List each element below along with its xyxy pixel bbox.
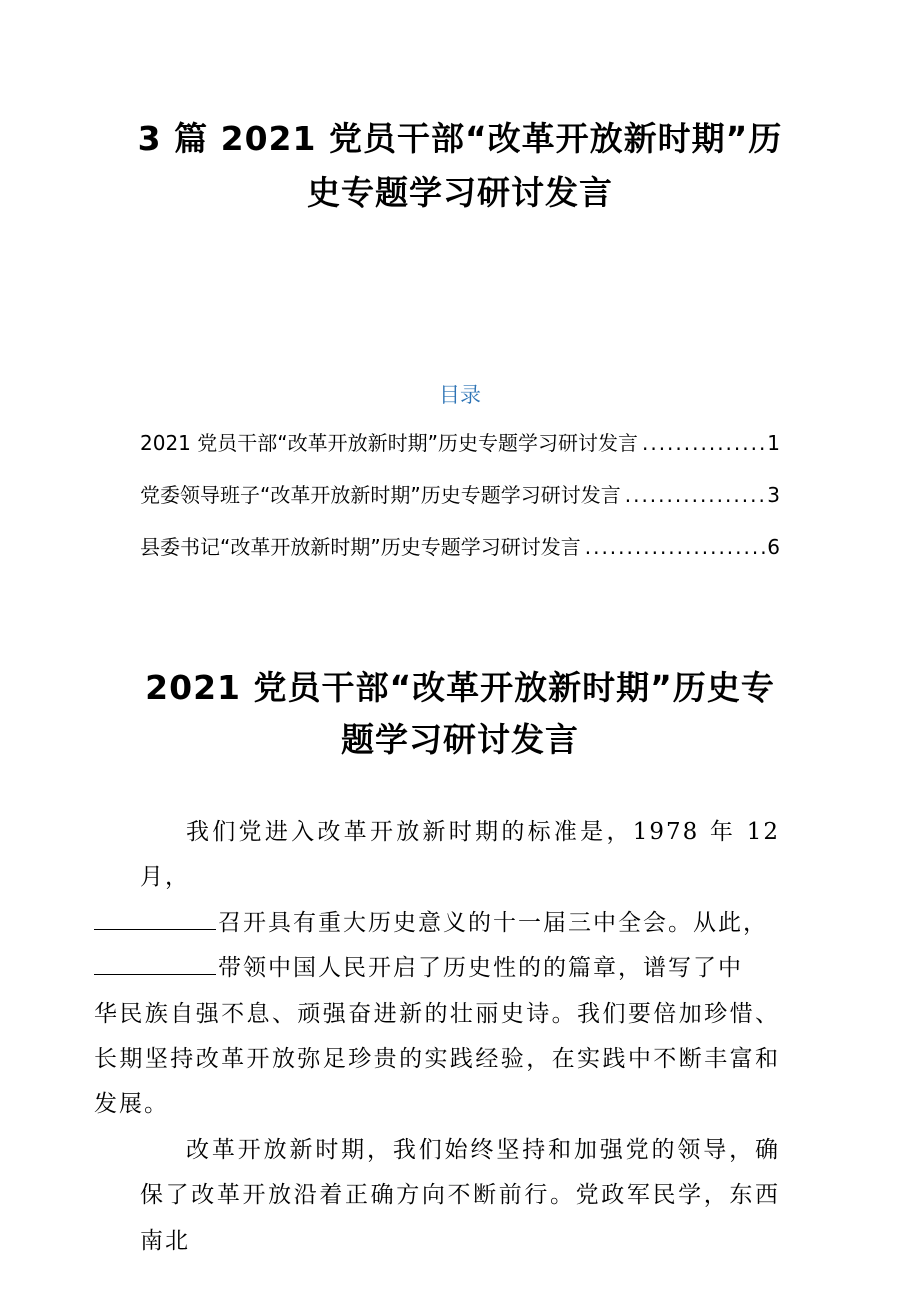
toc-entry-text: 2021 党员干部“改革开放新时期”历史专题学习研讨发言 xyxy=(140,431,638,455)
paragraph-1-line-2-text: 召开具有重大历史意义的十一届三中全会。从此， xyxy=(218,909,768,936)
table-of-contents xyxy=(140,425,780,581)
toc-leader-dots xyxy=(638,425,765,461)
toc-entry-3[interactable] xyxy=(140,529,780,565)
paragraph-2: 改革开放新时期，我们始终坚持和加强党的领导，确保了改革开放沿着正确方向不断前行。党政军民学，东西南北 xyxy=(140,1136,780,1254)
toc-leader-dots xyxy=(581,529,766,565)
paragraph-1-line-2 xyxy=(94,901,780,946)
toc-entry-page: 1 xyxy=(767,431,780,455)
paragraph-1-line-1: 我们党进入改革开放新时期的标准是，1978 年 12 月， xyxy=(140,819,780,891)
paragraph-1-line-3-text: 带领中国人民开启了历史性的的篇章，谱写了中 xyxy=(218,955,743,982)
toc-heading: 目录 xyxy=(439,383,481,407)
toc-entry-page: 6 xyxy=(767,535,780,559)
toc-leader-dots xyxy=(621,477,766,513)
section-title: 2021 党员干部“改革开放新时期”历史专题学习研讨发言 xyxy=(145,668,775,759)
fill-in-blank[interactable] xyxy=(94,952,216,975)
paragraph-1 xyxy=(94,810,780,1128)
fill-in-blank[interactable] xyxy=(94,907,216,930)
toc-entry-1[interactable] xyxy=(140,425,780,461)
paragraph-1-line-3 xyxy=(94,946,780,991)
paragraph-1-rest: 华民族自强不息、顽强奋进新的壮丽史诗。我们要倍加珍惜、长期坚持改革开放弥足珍贵的实践经验，在实践中不断丰富和发展。 xyxy=(94,1000,780,1118)
toc-entry-text: 党委领导班子“改革开放新时期”历史专题学习研讨发言 xyxy=(140,483,621,507)
toc-entry-text: 县委书记“改革开放新时期”历史专题学习研讨发言 xyxy=(140,535,581,559)
body-text xyxy=(94,810,780,1264)
toc-entry-page: 3 xyxy=(767,483,780,507)
toc-entry-2[interactable] xyxy=(140,477,780,513)
document-title: 3 篇 2021 党员干部“改革开放新时期”历史专题学习研讨发言 xyxy=(137,119,783,212)
